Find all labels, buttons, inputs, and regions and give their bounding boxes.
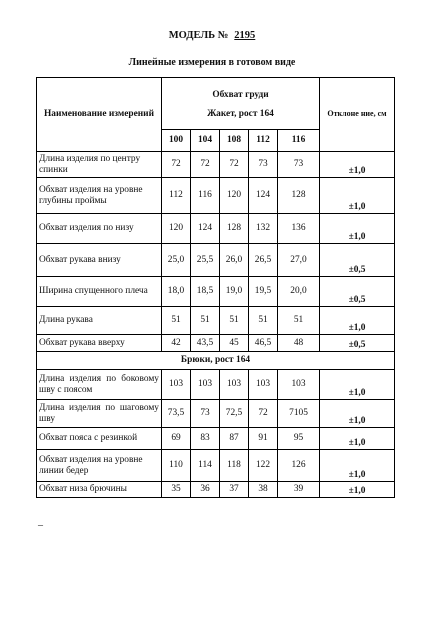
deviation-value: ±1,0 xyxy=(320,214,395,244)
deviation-value: ±0,5 xyxy=(320,335,395,352)
measurement-value: 26,0 xyxy=(220,244,249,277)
deviation-value: ±1,0 xyxy=(320,178,395,214)
name-column-header: Наименование измерений xyxy=(37,78,162,152)
measurement-value: 103 xyxy=(249,370,278,400)
measurement-value: 46,5 xyxy=(249,335,278,352)
girth-header-label: Обхват груди xyxy=(212,89,269,100)
measurement-value: 72 xyxy=(249,400,278,428)
deviation-value: ±1,0 xyxy=(320,400,395,428)
deviation-value: ±1,0 xyxy=(320,428,395,450)
measurement-value: 116 xyxy=(191,178,220,214)
measurement-value: 95 xyxy=(278,428,320,450)
measurement-value: 118 xyxy=(220,450,249,482)
measurement-value: 83 xyxy=(191,428,220,450)
measurement-value: 128 xyxy=(278,178,320,214)
measurement-value: 110 xyxy=(162,450,191,482)
table-row xyxy=(37,400,395,428)
deviation-value: ±0,5 xyxy=(320,244,395,277)
measurement-value: 39 xyxy=(278,482,320,498)
table-row xyxy=(37,450,395,482)
measurement-value: 73 xyxy=(249,152,278,178)
document-subtitle: Линейные измерения в готовом виде xyxy=(128,57,296,68)
measurement-value: 73 xyxy=(278,152,320,178)
measurement-value: 27,0 xyxy=(278,244,320,277)
parameter-name: Обхват изделия на уровне линии бедер xyxy=(37,450,162,482)
measurement-value: 18,5 xyxy=(191,277,220,307)
measurement-value: 37 xyxy=(220,482,249,498)
measurement-value: 20,0 xyxy=(278,277,320,307)
parameter-name: Обхват изделия по низу xyxy=(37,214,162,244)
parameter-name: Обхват рукава вверху xyxy=(37,335,162,352)
parameter-name: Ширина спущенного плеча xyxy=(37,277,162,307)
table-row xyxy=(37,214,395,244)
measurement-value: 126 xyxy=(278,450,320,482)
measurement-value: 72 xyxy=(162,152,191,178)
measurement-value: 87 xyxy=(220,428,249,450)
table-row xyxy=(37,370,395,400)
measurement-value: 72,5 xyxy=(220,400,249,428)
measurement-value: 103 xyxy=(220,370,249,400)
measurement-value: 120 xyxy=(162,214,191,244)
deviation-value: ±1,0 xyxy=(320,450,395,482)
deviation-column-header: Отклоне ние, см xyxy=(320,78,395,152)
measurement-value: 124 xyxy=(191,214,220,244)
deviation-value: ±0,5 xyxy=(320,277,395,307)
measurement-value: 38 xyxy=(249,482,278,498)
measurements-table xyxy=(36,77,395,498)
measurement-value: 19,0 xyxy=(220,277,249,307)
measurement-value: 36 xyxy=(191,482,220,498)
deviation-value: ±1,0 xyxy=(320,482,395,498)
size-header: 116 xyxy=(278,130,320,152)
measurement-value: 72 xyxy=(220,152,249,178)
parameter-name: Длина изделия по боковому шву с поясом xyxy=(37,370,162,400)
measurement-value: 103 xyxy=(191,370,220,400)
measurement-value: 51 xyxy=(162,307,191,335)
measurement-value: 51 xyxy=(278,307,320,335)
size-header: 104 xyxy=(191,130,220,152)
table-row xyxy=(37,335,395,352)
size-header: 100 xyxy=(162,130,191,152)
parameter-name: Обхват рукава внизу xyxy=(37,244,162,277)
measurement-value: 25,0 xyxy=(162,244,191,277)
size-header: 112 xyxy=(249,130,278,152)
measurement-value: 43,5 xyxy=(191,335,220,352)
measurement-value: 69 xyxy=(162,428,191,450)
parameter-name: Обхват низа брючины xyxy=(37,482,162,498)
deviation-value: ±1,0 xyxy=(320,307,395,335)
document-title xyxy=(0,30,424,41)
table-row xyxy=(37,482,395,498)
measurement-value: 72 xyxy=(191,152,220,178)
girth-header xyxy=(162,78,320,130)
parameter-name: Длина изделия по центру спинки xyxy=(37,152,162,178)
measurement-value: 91 xyxy=(249,428,278,450)
model-number: 2195 xyxy=(234,30,256,41)
section-header-row xyxy=(37,352,395,370)
measurement-value: 73 xyxy=(191,400,220,428)
parameter-name: Длина изделия по шаговому шву xyxy=(37,400,162,428)
measurement-value: 19,5 xyxy=(249,277,278,307)
measurement-value: 103 xyxy=(278,370,320,400)
measurement-value: 112 xyxy=(162,178,191,214)
parameter-name: Длина рукава xyxy=(37,307,162,335)
measurement-value: 51 xyxy=(249,307,278,335)
measurement-value: 128 xyxy=(220,214,249,244)
measurement-value: 51 xyxy=(220,307,249,335)
measurement-value: 124 xyxy=(249,178,278,214)
parameter-name: Обхват пояса с резинкой xyxy=(37,428,162,450)
parameter-name: Обхват изделия на уровне глубины проймы xyxy=(37,178,162,214)
measurement-value: 26,5 xyxy=(249,244,278,277)
footer-mark: – xyxy=(38,520,43,531)
table-row xyxy=(37,428,395,450)
measurement-value: 42 xyxy=(162,335,191,352)
measurement-value: 45 xyxy=(220,335,249,352)
measurement-value: 136 xyxy=(278,214,320,244)
table-row xyxy=(37,244,395,277)
measurement-value: 103 xyxy=(162,370,191,400)
table-row xyxy=(37,307,395,335)
measurement-value: 25,5 xyxy=(191,244,220,277)
measurement-value: 7105 xyxy=(278,400,320,428)
measurement-value: 122 xyxy=(249,450,278,482)
measurement-value: 73,5 xyxy=(162,400,191,428)
deviation-value: ±1,0 xyxy=(320,152,395,178)
table-row xyxy=(37,178,395,214)
measurement-value: 51 xyxy=(191,307,220,335)
measurement-value: 18,0 xyxy=(162,277,191,307)
jacket-header-label: Жакет, рост 164 xyxy=(207,108,274,119)
model-label: МОДЕЛЬ № xyxy=(168,30,229,41)
pants-section-header: Брюки, рост 164 xyxy=(37,352,395,370)
deviation-value: ±1,0 xyxy=(320,370,395,400)
measurement-value: 48 xyxy=(278,335,320,352)
measurement-value: 114 xyxy=(191,450,220,482)
measurement-value: 132 xyxy=(249,214,278,244)
table-row xyxy=(37,277,395,307)
measurement-value: 35 xyxy=(162,482,191,498)
table-row xyxy=(37,152,395,178)
size-header: 108 xyxy=(220,130,249,152)
measurement-value: 120 xyxy=(220,178,249,214)
